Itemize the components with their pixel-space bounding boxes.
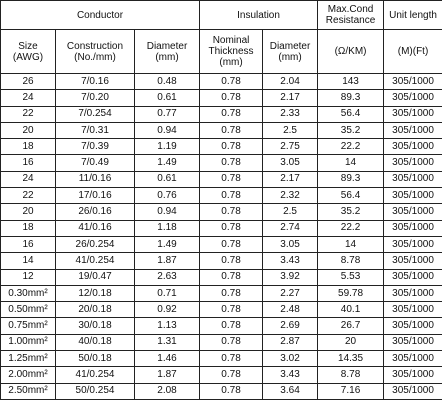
insulation-diameter-cell: 2.33 bbox=[263, 106, 318, 122]
unit-length-cell: 305/1000 bbox=[384, 171, 442, 187]
unit-length-cell: 305/1000 bbox=[384, 90, 442, 106]
nominal-thickness-cell: 0.78 bbox=[200, 285, 263, 301]
size-header bbox=[1, 30, 56, 74]
construction-cell: 7/0.20 bbox=[56, 90, 135, 106]
max-resistance-cell: 143 bbox=[318, 74, 384, 90]
insulation-diameter-cell: 2.69 bbox=[263, 318, 318, 334]
size-cell: 0.75mm² bbox=[1, 318, 56, 334]
insulation-diameter-cell: 2.17 bbox=[263, 90, 318, 106]
max-resistance-cell: 14 bbox=[318, 155, 384, 171]
nominal-thickness-header bbox=[200, 30, 263, 74]
construction-header bbox=[56, 30, 135, 74]
max-resistance-cell: 35.2 bbox=[318, 122, 384, 138]
construction-cell: 7/0.49 bbox=[56, 155, 135, 171]
construction-cell: 7/0.16 bbox=[56, 74, 135, 90]
construction-cell: 7/0.254 bbox=[56, 106, 135, 122]
construction-header-unit: (No./mm) bbox=[74, 51, 116, 63]
nominal-thickness-cell: 0.78 bbox=[200, 74, 263, 90]
insulation-diameter-cell: 3.43 bbox=[263, 367, 318, 383]
size-cell: 16 bbox=[1, 155, 56, 171]
unit-length-cell: 305/1000 bbox=[384, 74, 442, 90]
table-row bbox=[1, 188, 442, 204]
max-resistance-cell: 26.7 bbox=[318, 318, 384, 334]
insulation-diameter-cell: 3.64 bbox=[263, 383, 318, 399]
max-resistance-cell: 22.2 bbox=[318, 220, 384, 236]
table-row bbox=[1, 74, 442, 90]
unit-length-cell: 305/1000 bbox=[384, 334, 442, 350]
max-resistance-cell: 8.78 bbox=[318, 367, 384, 383]
table-row bbox=[1, 155, 442, 171]
table-row bbox=[1, 139, 442, 155]
unit-length-cell: 305/1000 bbox=[384, 188, 442, 204]
conductor-diameter-cell: 0.61 bbox=[135, 90, 200, 106]
nominal-thickness-header-line2: Thickness bbox=[208, 46, 254, 57]
conductor-diameter-header-label: Diameter bbox=[146, 40, 188, 52]
size-cell: 2.50mm² bbox=[1, 383, 56, 399]
conductor-diameter-cell: 2.63 bbox=[135, 269, 200, 285]
insulation-diameter-cell: 2.74 bbox=[263, 220, 318, 236]
max-resistance-cell: 14.35 bbox=[318, 351, 384, 367]
unit-length-cell: 305/1000 bbox=[384, 269, 442, 285]
conductor-diameter-cell: 0.71 bbox=[135, 285, 200, 301]
size-cell: 22 bbox=[1, 106, 56, 122]
max-resistance-cell: 7.16 bbox=[318, 383, 384, 399]
max-resistance-cell: 20 bbox=[318, 334, 384, 350]
construction-cell: 41/0.254 bbox=[56, 253, 135, 269]
unit-length-cell: 305/1000 bbox=[384, 302, 442, 318]
insulation-diameter-cell: 2.75 bbox=[263, 139, 318, 155]
table-row bbox=[1, 383, 442, 399]
construction-cell: 19/0.47 bbox=[56, 269, 135, 285]
construction-cell: 26/0.254 bbox=[56, 236, 135, 252]
unit-length-cell: 305/1000 bbox=[384, 253, 442, 269]
nominal-thickness-cell: 0.78 bbox=[200, 220, 263, 236]
size-cell: 1.25mm² bbox=[1, 351, 56, 367]
conductor-diameter-cell: 1.13 bbox=[135, 318, 200, 334]
insulation-diameter-cell: 2.5 bbox=[263, 204, 318, 220]
conductor-diameter-cell: 0.76 bbox=[135, 188, 200, 204]
nominal-thickness-cell: 0.78 bbox=[200, 351, 263, 367]
construction-cell: 12/0.18 bbox=[56, 285, 135, 301]
size-cell: 24 bbox=[1, 171, 56, 187]
size-cell: 24 bbox=[1, 90, 56, 106]
construction-cell: 20/0.18 bbox=[56, 302, 135, 318]
nominal-thickness-cell: 0.78 bbox=[200, 155, 263, 171]
conductor-diameter-cell: 0.48 bbox=[135, 74, 200, 90]
conductor-group-header: Conductor bbox=[1, 1, 200, 30]
table-row bbox=[1, 171, 442, 187]
unit-length-cell: 305/1000 bbox=[384, 383, 442, 399]
table-row bbox=[1, 106, 442, 122]
size-cell: 22 bbox=[1, 188, 56, 204]
insulation-diameter-cell: 3.05 bbox=[263, 236, 318, 252]
unit-length-cell: 305/1000 bbox=[384, 122, 442, 138]
max-resistance-cell: 89.3 bbox=[318, 90, 384, 106]
insulation-diameter-cell: 2.48 bbox=[263, 302, 318, 318]
table-row bbox=[1, 367, 442, 383]
conductor-diameter-cell: 1.19 bbox=[135, 139, 200, 155]
table-row bbox=[1, 318, 442, 334]
conductor-diameter-header-unit: (mm) bbox=[155, 51, 179, 63]
unit-length-unit-header: (M)(Ft) bbox=[384, 30, 442, 74]
size-cell: 18 bbox=[1, 220, 56, 236]
max-cond-resistance-header: Max.Cond Resistance bbox=[318, 1, 384, 30]
table-row bbox=[1, 253, 442, 269]
size-cell: 0.50mm² bbox=[1, 302, 56, 318]
construction-cell: 7/0.39 bbox=[56, 139, 135, 155]
insulation-diameter-cell: 3.43 bbox=[263, 253, 318, 269]
insulation-diameter-cell: 2.87 bbox=[263, 334, 318, 350]
construction-cell: 50/0.18 bbox=[56, 351, 135, 367]
conductor-diameter-cell: 2.08 bbox=[135, 383, 200, 399]
nominal-thickness-cell: 0.78 bbox=[200, 236, 263, 252]
nominal-thickness-cell: 0.78 bbox=[200, 204, 263, 220]
nominal-thickness-cell: 0.78 bbox=[200, 383, 263, 399]
max-resistance-cell: 56.4 bbox=[318, 106, 384, 122]
max-resistance-cell: 22.2 bbox=[318, 139, 384, 155]
size-cell: 0.30mm² bbox=[1, 285, 56, 301]
table-header bbox=[1, 1, 442, 74]
insulation-diameter-header-label: Diameter bbox=[269, 40, 311, 52]
insulation-diameter-cell: 2.04 bbox=[263, 74, 318, 90]
resistance-unit-header: (Ω/KM) bbox=[318, 30, 384, 74]
conductor-diameter-cell: 1.87 bbox=[135, 253, 200, 269]
size-cell: 12 bbox=[1, 269, 56, 285]
conductor-diameter-cell: 1.18 bbox=[135, 220, 200, 236]
table-row bbox=[1, 236, 442, 252]
max-resistance-cell: 8.78 bbox=[318, 253, 384, 269]
insulation-diameter-cell: 2.17 bbox=[263, 171, 318, 187]
nominal-thickness-cell: 0.78 bbox=[200, 139, 263, 155]
insulation-diameter-cell: 2.5 bbox=[263, 122, 318, 138]
nominal-thickness-cell: 0.78 bbox=[200, 188, 263, 204]
conductor-diameter-cell: 0.61 bbox=[135, 171, 200, 187]
construction-cell: 50/0.254 bbox=[56, 383, 135, 399]
max-resistance-cell: 89.3 bbox=[318, 171, 384, 187]
nominal-thickness-header-unit: (mm) bbox=[219, 57, 243, 68]
conductor-diameter-cell: 0.94 bbox=[135, 122, 200, 138]
unit-length-cell: 305/1000 bbox=[384, 367, 442, 383]
insulation-group-header: Insulation bbox=[200, 1, 318, 30]
max-resistance-cell: 14 bbox=[318, 236, 384, 252]
table-row bbox=[1, 334, 442, 350]
nominal-thickness-cell: 0.78 bbox=[200, 302, 263, 318]
nominal-thickness-cell: 0.78 bbox=[200, 90, 263, 106]
table-row bbox=[1, 90, 442, 106]
size-header-label: Size bbox=[18, 40, 38, 52]
nominal-thickness-cell: 0.78 bbox=[200, 318, 263, 334]
nominal-thickness-cell: 0.78 bbox=[200, 106, 263, 122]
conductor-diameter-cell: 1.46 bbox=[135, 351, 200, 367]
max-resistance-cell: 56.4 bbox=[318, 188, 384, 204]
construction-cell: 40/0.18 bbox=[56, 334, 135, 350]
table-row bbox=[1, 204, 442, 220]
unit-length-cell: 305/1000 bbox=[384, 236, 442, 252]
group-header-row bbox=[1, 1, 442, 30]
insulation-diameter-cell: 3.02 bbox=[263, 351, 318, 367]
table-row bbox=[1, 285, 442, 301]
table-row bbox=[1, 302, 442, 318]
unit-length-cell: 305/1000 bbox=[384, 106, 442, 122]
nominal-thickness-cell: 0.78 bbox=[200, 269, 263, 285]
column-header-row bbox=[1, 30, 442, 74]
unit-length-header: Unit length bbox=[384, 1, 442, 30]
max-resistance-cell: 40.1 bbox=[318, 302, 384, 318]
unit-length-cell: 305/1000 bbox=[384, 220, 442, 236]
max-resistance-cell: 59.78 bbox=[318, 285, 384, 301]
unit-length-cell: 305/1000 bbox=[384, 285, 442, 301]
construction-cell: 17/0.16 bbox=[56, 188, 135, 204]
table-row bbox=[1, 351, 442, 367]
nominal-thickness-cell: 0.78 bbox=[200, 334, 263, 350]
max-resistance-cell: 35.2 bbox=[318, 204, 384, 220]
construction-cell: 41/0.16 bbox=[56, 220, 135, 236]
size-cell: 26 bbox=[1, 74, 56, 90]
insulation-diameter-cell: 2.32 bbox=[263, 188, 318, 204]
nominal-thickness-cell: 0.78 bbox=[200, 171, 263, 187]
unit-length-cell: 305/1000 bbox=[384, 139, 442, 155]
table-row bbox=[1, 220, 442, 236]
conductor-diameter-cell: 0.92 bbox=[135, 302, 200, 318]
size-cell: 20 bbox=[1, 204, 56, 220]
insulation-diameter-cell: 3.92 bbox=[263, 269, 318, 285]
table-row bbox=[1, 269, 442, 285]
conductor-diameter-cell: 1.31 bbox=[135, 334, 200, 350]
unit-length-cell: 305/1000 bbox=[384, 155, 442, 171]
max-resistance-cell: 5.53 bbox=[318, 269, 384, 285]
nominal-thickness-cell: 0.78 bbox=[200, 122, 263, 138]
insulation-diameter-header-unit: (mm) bbox=[278, 51, 302, 63]
size-cell: 14 bbox=[1, 253, 56, 269]
conductor-diameter-cell: 1.49 bbox=[135, 236, 200, 252]
unit-length-cell: 305/1000 bbox=[384, 318, 442, 334]
size-cell: 16 bbox=[1, 236, 56, 252]
construction-cell: 30/0.18 bbox=[56, 318, 135, 334]
construction-header-label: Construction bbox=[66, 40, 124, 52]
construction-cell: 41/0.254 bbox=[56, 367, 135, 383]
size-cell: 2.00mm² bbox=[1, 367, 56, 383]
insulation-diameter-cell: 2.27 bbox=[263, 285, 318, 301]
conductor-diameter-cell: 1.87 bbox=[135, 367, 200, 383]
insulation-diameter-cell: 3.05 bbox=[263, 155, 318, 171]
size-cell: 1.00mm² bbox=[1, 334, 56, 350]
size-cell: 18 bbox=[1, 139, 56, 155]
conductor-diameter-cell: 0.94 bbox=[135, 204, 200, 220]
unit-length-cell: 305/1000 bbox=[384, 351, 442, 367]
conductor-diameter-cell: 0.77 bbox=[135, 106, 200, 122]
conductor-diameter-cell: 1.49 bbox=[135, 155, 200, 171]
construction-cell: 11/0.16 bbox=[56, 171, 135, 187]
size-cell: 20 bbox=[1, 122, 56, 138]
nominal-thickness-cell: 0.78 bbox=[200, 253, 263, 269]
unit-length-cell: 305/1000 bbox=[384, 204, 442, 220]
conductor-diameter-header bbox=[135, 30, 200, 74]
table-body bbox=[1, 74, 442, 400]
construction-cell: 26/0.16 bbox=[56, 204, 135, 220]
nominal-thickness-header-line1: Nominal bbox=[212, 35, 250, 46]
insulation-diameter-header bbox=[263, 30, 318, 74]
size-header-unit: (AWG) bbox=[12, 51, 44, 63]
nominal-thickness-cell: 0.78 bbox=[200, 367, 263, 383]
construction-cell: 7/0.31 bbox=[56, 122, 135, 138]
table-row bbox=[1, 122, 442, 138]
